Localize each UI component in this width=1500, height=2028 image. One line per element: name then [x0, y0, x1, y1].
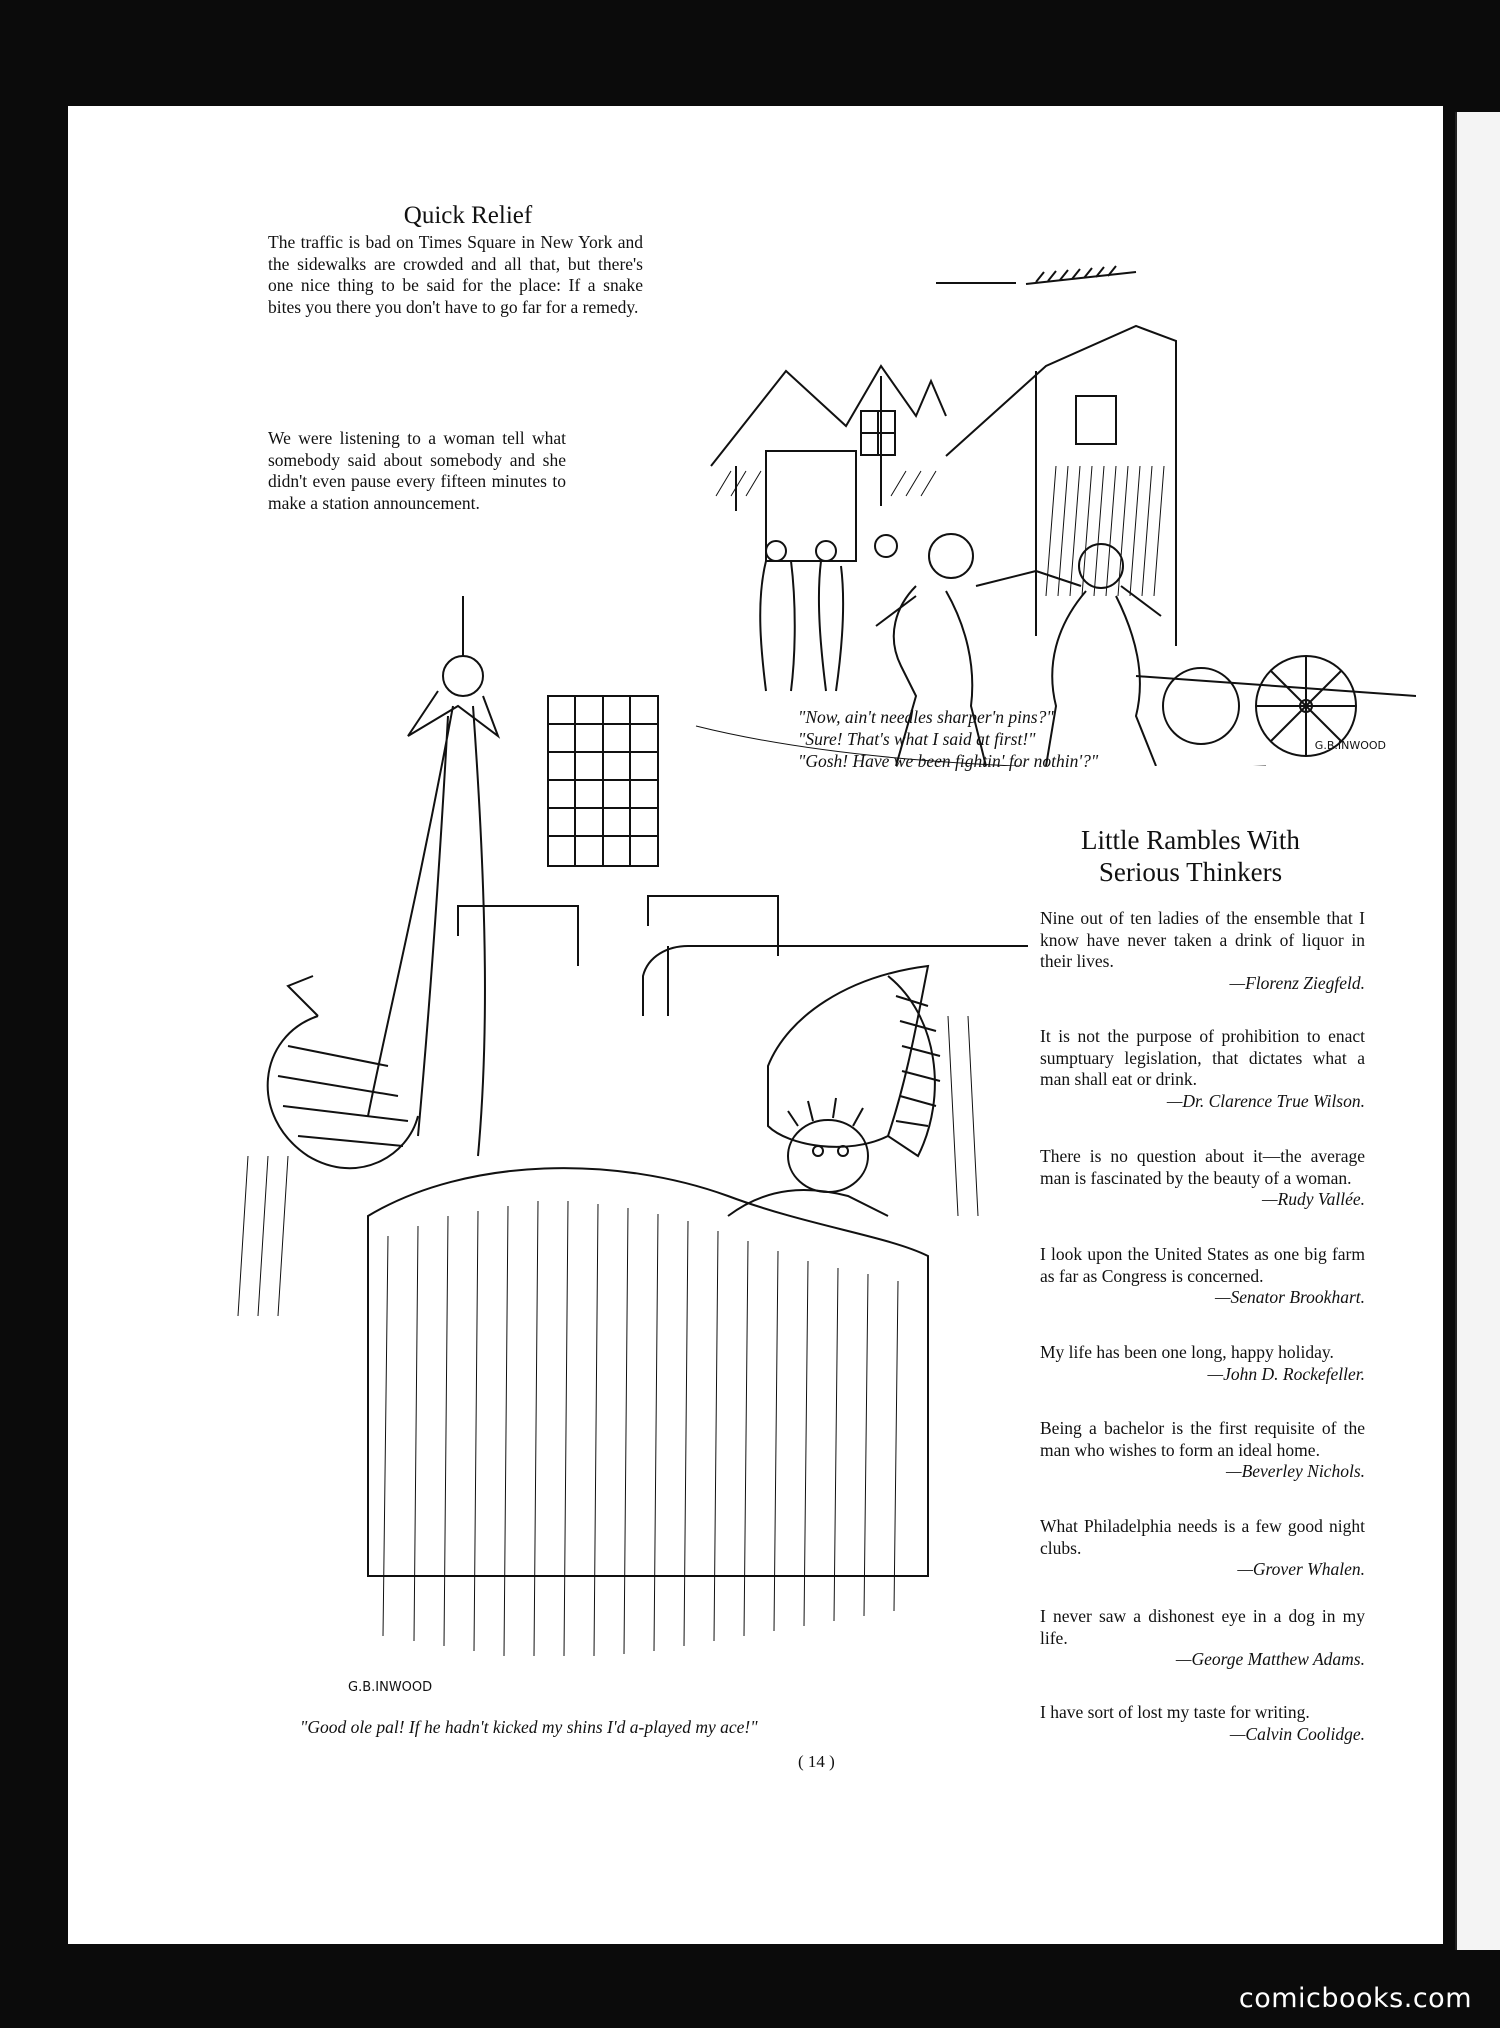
- quote-author: —Dr. Clarence True Wilson.: [1166, 1090, 1365, 1111]
- adjacent-page-edge: [1455, 112, 1500, 1950]
- quick-relief-title: Quick Relief: [403, 202, 533, 229]
- rambles-title-line-1: Little Rambles With: [1081, 825, 1300, 855]
- quote-text: Being a bachelor is the first requisite of the man who wishes to form an ideal home.: [1040, 1418, 1365, 1460]
- quote-author: —Florenz Ziegfeld.: [1229, 972, 1365, 993]
- quote-author: —Grover Whalen.: [1237, 1559, 1365, 1579]
- rambles-title-line-2: Serious Thinkers: [1098, 857, 1283, 887]
- top-cartoon-signature: G.B.INWOOD: [1314, 739, 1386, 752]
- quote-text: What Philadelphia needs is a few good night clubs.: [1040, 1516, 1365, 1558]
- quote-author: —Calvin Coolidge.: [1229, 1723, 1365, 1744]
- quote-author: —Rudy Vallée.: [1261, 1189, 1365, 1209]
- quote-text: My life has been one long, happy holiday.: [1040, 1342, 1334, 1362]
- quote-text: I have sort of lost my taste for writing.: [1040, 1702, 1310, 1722]
- quote-text: I never saw a dishonest eye in a dog in my life.: [1040, 1606, 1365, 1648]
- top-caption-line-3: "Gosh! Have we been fightin' for nothin'?": [798, 751, 1099, 771]
- quote-text: I look upon the United States as one big farm as far as Congress is concerned.: [1040, 1244, 1365, 1286]
- quote-author: —George Matthew Adams.: [1175, 1649, 1365, 1669]
- rambles-quote: [1040, 1244, 1365, 1309]
- quote-text: There is no question about it—the average man is fascinated by the beauty of a woman.: [1040, 1146, 1365, 1188]
- quote-author: —Senator Brookhart.: [1214, 1287, 1365, 1307]
- top-caption-line-1: "Now, ain't needles sharper'n pins?": [798, 707, 1054, 727]
- bottom-cartoon-illustration: [168, 596, 1028, 1726]
- quote-author: —John D. Rockefeller.: [1207, 1363, 1365, 1384]
- rambles-quote: [1040, 1702, 1365, 1745]
- rambles-quote: [1040, 1516, 1365, 1581]
- station-announcement-item: We were listening to a woman tell what somebody said about somebody and she didn't even pause every fifteen minutes to make a station announcement.: [268, 428, 566, 513]
- rambles-quote: [1040, 1146, 1365, 1211]
- rambles-quote: [1040, 1342, 1365, 1385]
- rambles-quote: [1040, 1606, 1365, 1671]
- magazine-page: [68, 106, 1443, 1944]
- rambles-quote: [1040, 1418, 1365, 1483]
- rambles-quote: [1040, 908, 1365, 994]
- bottom-cartoon-caption: "Good ole pal! If he hadn't kicked my shins I'd a-played my ace!": [300, 1717, 758, 1737]
- rambles-quote: [1040, 1026, 1365, 1112]
- page-number: ( 14 ): [798, 1752, 835, 1771]
- quote-author: —Beverley Nichols.: [1226, 1461, 1365, 1481]
- rambles-title: [1028, 824, 1353, 888]
- quote-text: Nine out of ten ladies of the ensemble that I know have never taken a drink of liquor in their lives.: [1040, 908, 1365, 971]
- quick-relief-body: The traffic is bad on Times Square in New York and the sidewalks are crowded and all that, but there's one nice thing to be said for the place: If a snake bites you there you don't have to go far for a remedy.: [268, 232, 643, 317]
- top-caption-line-2: "Sure! That's what I said at first!": [798, 729, 1036, 749]
- bottom-cartoon-signature: G.B.INWOOD: [348, 1680, 433, 1695]
- watermark: comicbooks.com: [1238, 1983, 1472, 2014]
- quote-text: It is not the purpose of prohibition to enact sumptuary legislation, that dictates what a man shall eat or drink.: [1040, 1026, 1365, 1089]
